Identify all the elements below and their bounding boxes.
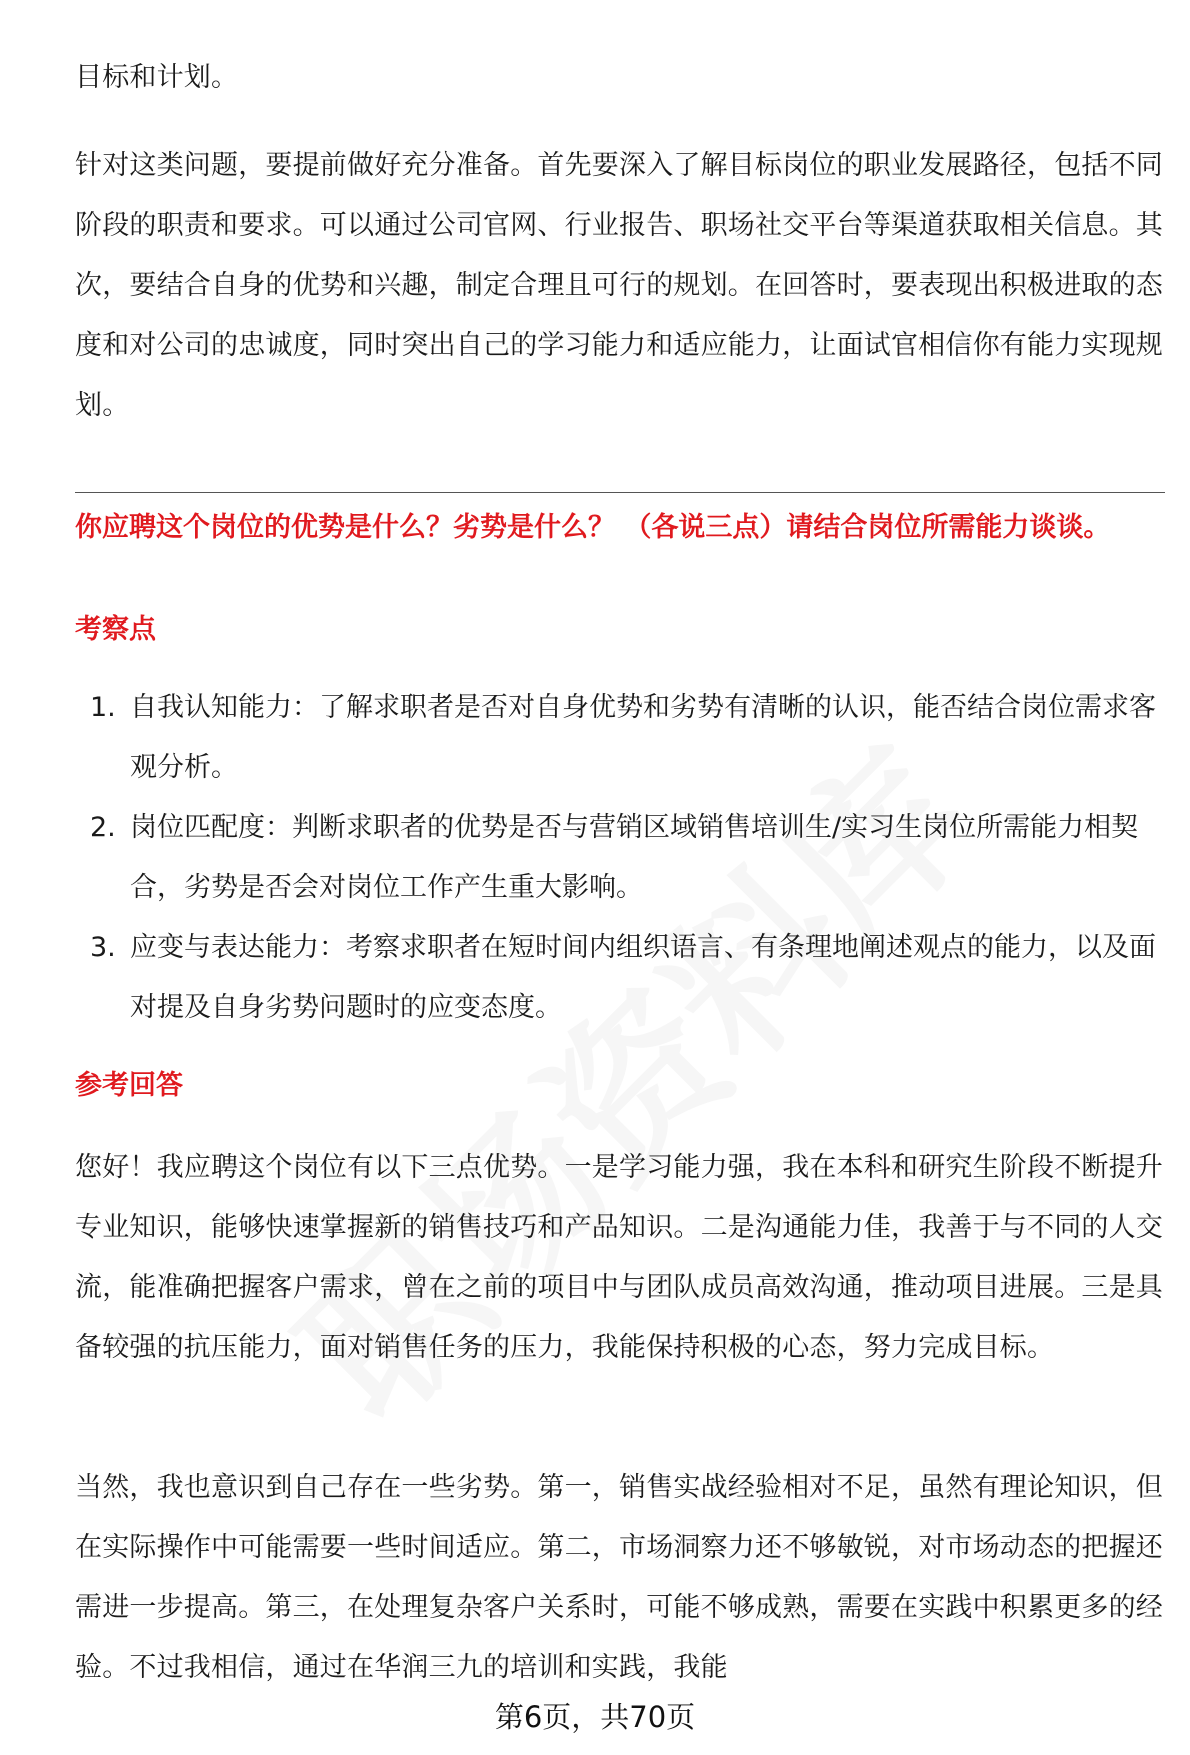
list-item xyxy=(75,918,1165,1038)
list-number: 2. xyxy=(90,812,116,843)
intro-paragraph-tail: 目标和计划。 xyxy=(75,62,239,93)
list-text: 岗位匹配度：判断求职者的优势是否与营销区域销售培训生/实习生岗位所需能力相契合，劣势是否会对岗位工作产生重大影响。 xyxy=(130,812,1139,903)
examination-points-list xyxy=(75,678,1165,1038)
page-number-footer: 第6页，共70页 xyxy=(494,1700,696,1734)
list-number: 3. xyxy=(90,932,116,963)
list-item xyxy=(75,798,1165,918)
list-number: 1. xyxy=(90,692,116,723)
list-item xyxy=(75,678,1165,798)
section-divider xyxy=(75,492,1165,493)
preparation-paragraph: 针对这类问题，要提前做好充分准备。首先要深入了解目标岗位的职业发展路径，包括不同阶段的职责和要求。可以通过公司官网、行业报告、职场社交平台等渠道获取相关信息。其次，要结合自身的优势和兴趣，制定合理且可行的规划。在回答时，要表现出积极进取的态度和对公司的忠诚度，同时突出自己的学习能力和适应能力，让面试官相信你有能力实现规划。 xyxy=(75,150,1163,421)
list-text: 应变与表达能力：考察求职者在短时间内组织语言、有条理地阐述观点的能力，以及面对提及自身劣势问题时的应变态度。 xyxy=(130,932,1156,1023)
list-text: 自我认知能力：了解求职者是否对自身优势和劣势有清晰的认识，能否结合岗位需求客观分析。 xyxy=(130,692,1156,783)
question-heading: 你应聘这个岗位的优势是什么？劣势是什么？ （各说三点）请结合岗位所需能力谈谈。 xyxy=(75,512,1111,543)
answer-paragraph-strengths: 您好！我应聘这个岗位有以下三点优势。一是学习能力强，我在本科和研究生阶段不断提升专业知识，能够快速掌握新的销售技巧和产品知识。二是沟通能力佳，我善于与不同的人交流，能准确把握客户需求，曾在之前的项目中与团队成员高效沟通，推动项目进展。三是具备较强的抗压能力，面对销售任务的压力，我能保持积极的心态，努力完成目标。 xyxy=(75,1152,1163,1363)
answer-paragraph-weaknesses: 当然，我也意识到自己存在一些劣势。第一，销售实战经验相对不足，虽然有理论知识，但在实际操作中可能需要一些时间适应。第二，市场洞察力还不够敏锐，对市场动态的把握还需进一步提高。第三，在处理复杂客户关系时，可能不够成熟，需要在实践中积累更多的经验。不过我相信，通过在华润三九的培训和实践，我能 xyxy=(75,1472,1163,1683)
answer-heading: 参考回答 xyxy=(75,1070,183,1101)
examination-heading: 考察点 xyxy=(75,614,156,645)
